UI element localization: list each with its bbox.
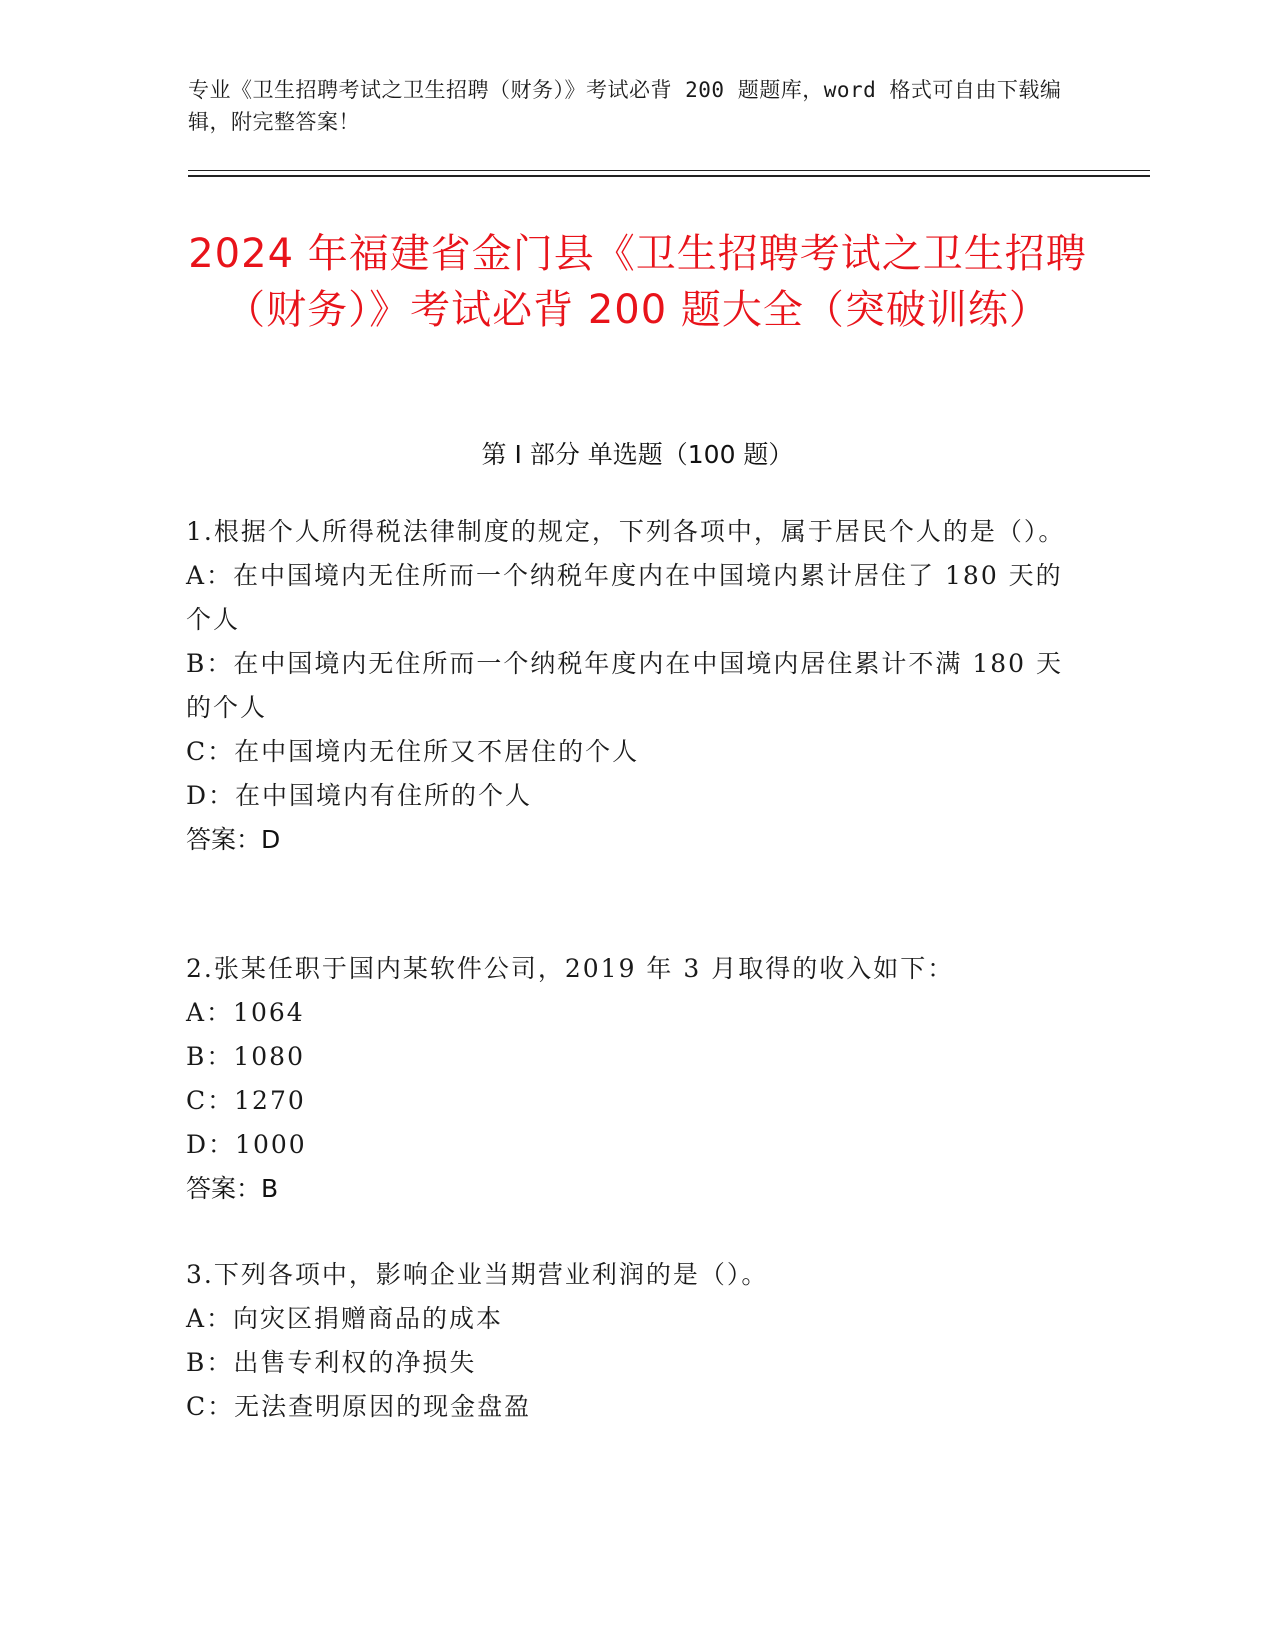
option-d: D：1000 (186, 1130, 307, 1159)
option-a: A：向灾区捐赠商品的成本 (186, 1304, 504, 1333)
header-note: 专业《卫生招聘考试之卫生招聘（财务）》考试必背 200 题题库，word 格式可自由下载编辑，附完整答案！ (188, 78, 1062, 134)
option-a: A：1064 (186, 998, 305, 1027)
option-c: C：1270 (186, 1086, 306, 1115)
question-3 (186, 1253, 1086, 1429)
question-1 (186, 510, 1086, 862)
option-d: D：在中国境内有住所的个人 (186, 781, 533, 810)
option-b: B：出售专利权的净损失 (186, 1348, 477, 1377)
answer-label: 答案：D (186, 825, 281, 854)
option-b: B：在中国境内无住所而一个纳税年度内在中国境内居住累计不满 180 天的个人 (186, 649, 1063, 722)
question-2 (186, 947, 1086, 1211)
section-title: 第 I 部分 单选题（100 题） (481, 440, 794, 469)
option-c: C：无法查明原因的现金盘盈 (186, 1392, 532, 1421)
option-a: A：在中国境内无住所而一个纳税年度内在中国境内累计居住了 180 天的个人 (186, 561, 1063, 634)
header-divider-thick (188, 175, 1150, 177)
question-stem: 2.张某任职于国内某软件公司，2019 年 3 月取得的收入如下： (186, 954, 955, 983)
question-stem: 3.下列各项中，影响企业当期营业利润的是（）。 (186, 1260, 769, 1289)
question-stem: 1.根据个人所得税法律制度的规定，下列各项中，属于居民个人的是（）。 (186, 517, 1066, 546)
document-title: 2024 年福建省金门县《卫生招聘考试之卫生招聘（财务）》考试必背 200 题大全（突破训练） (188, 231, 1087, 333)
header-divider-thin (188, 170, 1150, 171)
answer-label: 答案：B (186, 1174, 279, 1203)
option-c: C：在中国境内无住所又不居住的个人 (186, 737, 640, 766)
option-b: B：1080 (186, 1042, 305, 1071)
